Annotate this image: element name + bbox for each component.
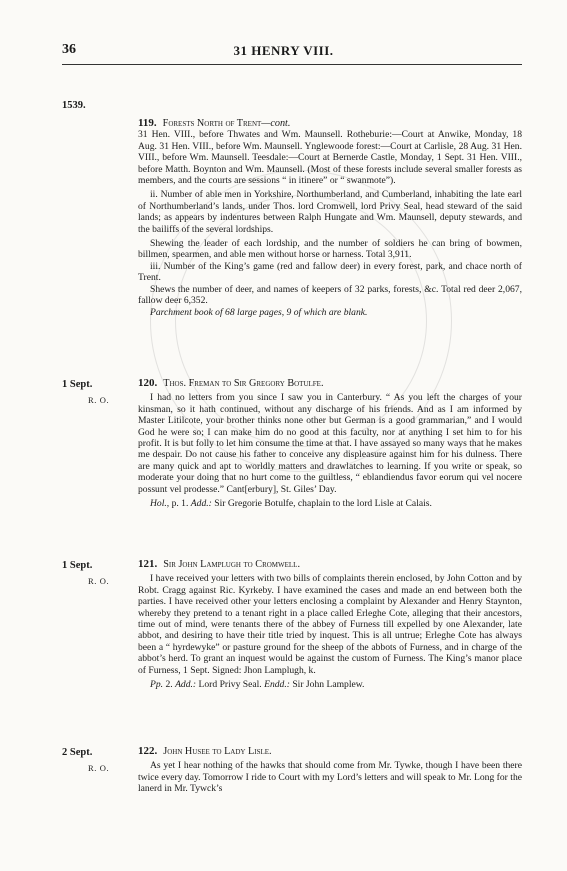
margin-source-120: R. O. xyxy=(88,395,110,405)
entry-119-title: Forests North of Trent xyxy=(162,118,262,129)
entry-122-body: As yet I hear nothing of the hawks that should come from Mr. Tywke, though I have been there twice every day. Tomorrow I ride to Court with my Lord’s letters and will speak to Mr. Long for the lanerd in Mr. Tywck’s xyxy=(138,760,522,795)
endorse-pages: p. 1. xyxy=(169,498,191,510)
endorse-endd-label: Endd.: xyxy=(264,679,290,691)
entry-122-title: John Husee to Lady Lisle. xyxy=(163,746,272,757)
page-number: 36 xyxy=(62,42,76,57)
entry-121-number: 121. xyxy=(138,558,158,570)
endorse-address: Lord Privy Seal. xyxy=(196,679,265,691)
endorse-pp: Pp. xyxy=(150,679,164,691)
entry-120-body: I had no letters from you since I saw you in Canterbury. “ As you left the charges of your kinsman, so it hath continued, without any discharge of his friends. And as I am informed by Master Litilcote, your brother thinks none other but German is a good grammarian,” and I would God he were so; I can make him do no good at this faculty, nor at anything I set him to for his profit. It is but folly to let him consume the time at that. I have assayed so many ways that he makes me despair. Do not cause his father to conceive any displeasure against him for his dulness. There are many quick and apt to worldly matters and drawlatches to learning. If you write or speak, so moderate your doing that no hurt come to the guiltless, “ eblandiendus favor eorum qui vel nocere possunt vel prodesse.” Cant[erbury], St. Giles’ Day. xyxy=(138,392,522,495)
endorse-address: Sir Gregorie Botulfe, chaplain to the lord Lisle at Calais. xyxy=(211,498,432,510)
entry-120-heading xyxy=(138,378,522,389)
entry-122-heading xyxy=(138,746,522,757)
page-header xyxy=(0,42,567,62)
entry-122-number: 122. xyxy=(138,745,158,757)
margin-date-122: 2 Sept. xyxy=(62,747,93,758)
entry-119-para-4: iii. Number of the King’s game (red and fallow deer) in every forest, park, and chace north of Trent. xyxy=(138,260,522,284)
entry-121-body: I have received your letters with two bills of complaints therein enclosed, by John Cotton and by Robt. Cragg against Ric. Kyrkeby. I have examined the cases and made an end between both the parties. I have received other your letters enclosing a complaint by Alexander and Henry Staynton, whereby they pretend to a tenant right in a place called Erleghe Cote, alleging that their ancestors, time out of mind, were tenants there of the abbey of Furness till expelled by one Alexander, late abbot, and desiring to have their title tried by inquest. This is all untrue; Erleghe Cote has always been a “ hyrdewyke” or pasture ground for the sheep of the abbots of Furness, and in charge of the abbot’s herd. To grant an inquest would be against the custom of Furness. The King’s manor place of Furness, 1 Sept. Signed: Jhon Lamplugh, k. xyxy=(138,573,522,676)
entry-121-title: Sir John Lamplugh to Cromwell. xyxy=(163,559,300,570)
entry-120-title: Thos. Freman to Sir Gregory Botulfe. xyxy=(163,378,324,389)
entry-119-heading xyxy=(138,118,522,129)
entry-119-para-5: Shews the number of deer, and names of keepers of 32 parks, forests, &c. Total red deer 2,067, fallow deer 6,352. xyxy=(138,283,522,307)
entry-121 xyxy=(138,559,522,690)
entry-122 xyxy=(138,746,522,795)
entry-119-number: 119. xyxy=(138,117,157,129)
entry-121-heading xyxy=(138,559,522,570)
endorse-add-label: Add.: xyxy=(175,679,197,691)
margin-year: 1539. xyxy=(62,100,86,111)
entry-119-para-3: Shewing the leader of each lordship, and the number of soldiers he can bring of bowmen, billmen, spearmen, and able men without horse or harness. Total 3,911. xyxy=(138,238,522,261)
margin-source-121: R. O. xyxy=(88,576,110,586)
entry-120 xyxy=(138,378,522,509)
entry-119-title-suffix: —cont. xyxy=(261,118,291,129)
entry-119-para-2: ii. Number of able men in Yorkshire, Northumberland, and Cumberland, inhabiting the late earl of Northumberland’s lands, under Thos. lord Cromwell, lord Privy Seal, head steward of the said lands; as appears by indentures between Ralph Hungate and Wm. Maunsell, deputy stewards, and the bailiffs of the several lordships. xyxy=(138,189,522,235)
entry-119-para-1: 31 Hen. VIII., before Thwates and Wm. Maunsell. Rotheburie:—Court at Anwike, Monday, 18 Aug. 31 Hen. VIII., before Wm. Maunsell. Ynglewoode forest:—Court at Carlisle, 28 Aug. 31 Hen. VIII., before Wm. Maunsell. Teesdale:—Court at Bernerde Castle, Monday, 1 Sept. 31 Hen. VIII., before Matth. Boynton and Wm. Maunsell. (Most of these forests include several smaller forests as members, and the courts are sessions “ in itinere” or “ swanmote”). xyxy=(138,129,522,187)
header-rule xyxy=(62,64,522,65)
entry-120-endorsement xyxy=(138,498,522,509)
endorse-endorsed: Sir John Lamplew. xyxy=(289,679,365,691)
margin-date-121: 1 Sept. xyxy=(62,560,93,571)
entry-121-endorsement xyxy=(138,679,522,690)
entry-119 xyxy=(138,118,522,318)
margin-date-120: 1 Sept. xyxy=(62,379,93,390)
entry-120-number: 120. xyxy=(138,377,158,389)
endorse-add-label: Add.: xyxy=(190,498,212,510)
running-title: 31 HENRY VIII. xyxy=(233,43,334,58)
endorse-pages: 2. xyxy=(163,679,176,691)
margin-source-122: R. O. xyxy=(88,763,110,773)
endorse-hol: Hol., xyxy=(150,498,170,510)
entry-119-description: Parchment book of 68 large pages, 9 of which are blank. xyxy=(150,306,368,318)
entry-119-para-6 xyxy=(138,307,522,318)
